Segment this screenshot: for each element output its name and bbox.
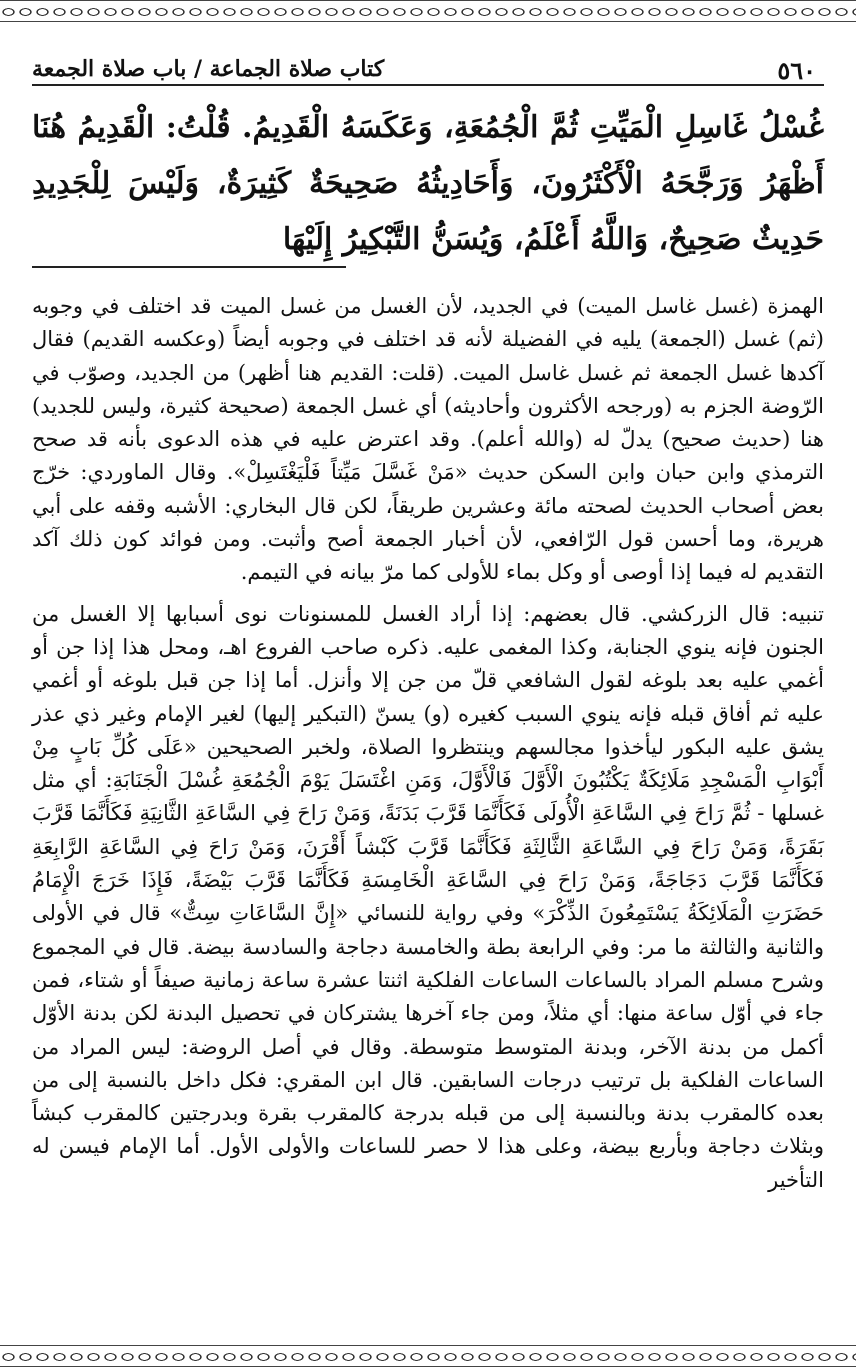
sharh-paragraph-2: تنبيه: قال الزركشي. قال بعضهم: إذا أراد الغسل للمسنونات نوى أسبابها إلا الغسل من الجنون فإنه ينوي الجنابة، وكذا المغمى عليه. ذكره صاحب الفروع اهـ، ومحل هذا إذا جن أو أغمي عليه بعد بلوغه لقول الشافعي قلّ من جن إلا وأنزل. أما إذا جن قبل بلوغه أو أغمي عليه ثم أفاق قبله فإنه ينوي السبب كغيره (و) يسنّ (التبكير إليها) لغير الإمام وغير ذي عذر يشق عليه البكور ليأخذوا مجالسهم وينتظروا الصلاة، ولخبر الصحيحين «عَلَى كُلِّ بَابٍ مِنْ أَبْوَابِ الْمَسْجِدِ مَلَائِكَةٌ يَكْتُبُونَ الْأَوَّلَ فَالْأَوَّلَ، وَمَنِ اغْتَسَلَ يَوْمَ الْجُمُعَةِ غُسْلَ الْجَنَابَةِ: أي مثل غسلها - ثُمَّ رَاحَ فِي السَّاعَةِ الْأُولَى فَكَأَنَّمَا قَرَّبَ بَدَنَةً، وَمَنْ رَاحَ فِي السَّاعَةِ الثَّانِيَةِ فَكَأَنَّمَا قَرَّبَ بَقَرَةً، وَمَنْ رَاحَ فِي السَّاعَةِ الثَّالِثَةِ فَكَأَنَّمَا قَرَّبَ كَبْشاً أَقْرَنَ، وَمَنْ رَاحَ فِي السَّاعَةِ الرَّابِعَةِ فَكَأَنَّمَا قَرَّبَ دَجَاجَةً، وَمَنْ رَاحَ فِي السَّاعَةِ الْخَامِسَةِ فَكَأَنَّمَا قَرَّبَ بَيْضَةً، فَإِذَا خَرَجَ الْإِمَامُ حَضَرَتِ الْمَلَائِكَةُ يَسْتَمِعُونَ الذِّكْرَ» وفي رواية للنسائي «إِنَّ السَّاعَاتِ سِتٌّ» قال في الأولى والثانية والثالثة ما مر: وفي الرابعة بطة والخامسة دجاجة والسادسة بيضة. قال في المجموع وشرح مسلم المراد بالساعات الساعات الفلكية اثنتا عشرة ساعة زمانية صيفاً أو شتاء، فمن جاء في أوّل ساعة منها: أي مثلاً، ومن جاء آخرها يشتركان في تحصيل البدنة لكن بدنة الأوّل أكمل من بدنة الآخر، وبدنة المتوسط متوسطة. وقال في أصل الروضة: ليس المراد من الساعات الفلكية بل ترتيب درجات السابقين. قال ابن المقري: فكل داخل بالنسبة إلى من بعده كالمقرب بدنة وبالنسبة إلى من قبله بدرجة كالمقرب بقرة وبدرجتين كالمقرب كبشاً وبثلاث دجاجة وبأربع بيضة، وعلى هذا لا حصر للساعات والأولى الأول. أما الإمام فيسن له التأخير [32, 601, 824, 1192]
sharh-commentary-block [32, 290, 824, 1205]
matn-separator-line [32, 266, 346, 268]
page-number: ٥٦٠ [777, 56, 816, 85]
matn-text-block [32, 100, 824, 268]
sharh-paragraph-1: الهمزة (غسل غاسل الميت) في الجديد، لأن الغسل من غسل الميت قد اختلف في وجوبه (ثم) غسل (الجمعة) يليه في الفضيلة لأنه قد اختلف في وجوبه أيضاً (وعكسه القديم) فقال آكدها غسل الجمعة ثم غسل غاسل الميت. (قلت: القديم هنا أظهر) من الجديد، وصوّب في الرّوضة الجزم به (ورجحه الأكثرون وأحاديثه) أي غسل الجمعة (صحيحة كثيرة، وليس للجديد) هنا (حديث صحيح) يدلّ له (والله أعلم). وقد اعترض عليه في هذه الدعوى بأنه قد صحح الترمذي وابن حبان وابن السكن حديث «مَنْ غَسَّلَ مَيِّتاً فَلْيَغْتَسِلْ». وقال الماوردي: خرّج بعض أصحاب الحديث لصحته مائة وعشرين طريقاً، لكن قال البخاري: الأشبه وقفه على أبي هريرة، وما أحسن قول الرّافعي، لأن أخبار الجمعة أصح وأثبت. ومن فوائد كون ذلك آكد التقديم له فيما إذا أوصى أو وكل بماء للأولى كما مرّ بيانه في التيمم. [32, 294, 824, 585]
matn-paragraph: غُسْلُ غَاسِلِ الْمَيِّتِ ثُمَّ الْجُمُعَةِ، وَعَكَسَهُ الْقَدِيمُ. قُلْتُ: الْقَدِيمُ هُنَا أَظْهَرُ وَرَجَّحَهُ الْأَكْثَرُونَ، وَأَحَادِيثُهُ صَحِيحَةٌ كَثِيرَةٌ، وَلَيْسَ لِلْجَدِيدِ حَدِيثٌ صَحِيحٌ، وَاللَّهُ أَعْلَمُ، وَيُسَنُّ التَّبْكِيرُ إِلَيْهَا [32, 110, 824, 257]
bottom-ornamental-border [0, 1345, 856, 1367]
running-title: كتاب صلاة الجماعة / باب صلاة الجمعة [32, 56, 385, 82]
page-header [32, 28, 824, 86]
top-ornamental-border [0, 0, 856, 22]
